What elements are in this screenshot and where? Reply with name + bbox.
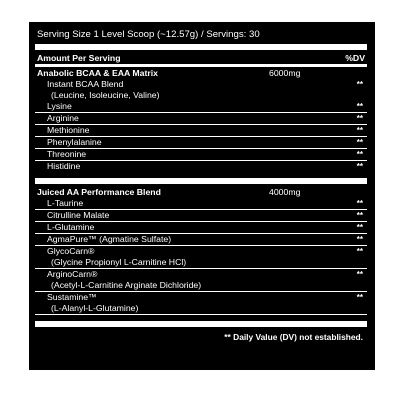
ingredient-name bbox=[47, 161, 367, 172]
dv-value: ** bbox=[356, 102, 363, 111]
thick-divider bbox=[35, 44, 367, 50]
dv-value: ** bbox=[356, 235, 363, 244]
ingredient-row bbox=[35, 161, 367, 172]
dv-value: ** bbox=[356, 270, 363, 279]
ingredient-name bbox=[47, 210, 367, 221]
ingredient-line: Arginine bbox=[47, 113, 79, 123]
blend-rows-bcaa bbox=[35, 79, 367, 172]
ingredient-line: Threonine bbox=[47, 149, 87, 159]
ingredient-name bbox=[47, 269, 367, 291]
ingredient-name bbox=[47, 79, 367, 101]
ingredient-row bbox=[35, 246, 367, 269]
ingredient-row bbox=[35, 269, 367, 292]
ingredient-line: Sustamine™ bbox=[47, 292, 97, 302]
ingredient-row bbox=[35, 292, 367, 315]
ingredient-name bbox=[47, 137, 367, 148]
dv-value: ** bbox=[356, 162, 363, 171]
ingredient-row bbox=[35, 234, 367, 246]
blend-rows-performance bbox=[35, 198, 367, 315]
ingredient-line: Phenylalanine bbox=[47, 137, 102, 147]
ingredient-row bbox=[35, 137, 367, 149]
thick-divider bbox=[35, 321, 367, 327]
ingredient-line: Methionine bbox=[47, 125, 90, 135]
ingredient-line: ArginoCarn® bbox=[47, 269, 98, 279]
ingredient-line: GlycoCarn® bbox=[47, 246, 95, 256]
dv-value: ** bbox=[356, 114, 363, 123]
dv-value: ** bbox=[356, 211, 363, 220]
ingredient-name bbox=[47, 149, 367, 160]
ingredient-row bbox=[35, 113, 367, 125]
ingredient-line: L-Taurine bbox=[47, 198, 84, 208]
ingredient-row bbox=[35, 222, 367, 234]
ingredient-line: AgmaPure™ (Agmatine Sulfate) bbox=[47, 234, 172, 244]
supplement-facts-panel bbox=[29, 22, 375, 370]
ingredient-row bbox=[35, 210, 367, 222]
ingredient-row bbox=[35, 79, 367, 101]
dv-value: ** bbox=[356, 223, 363, 232]
dv-value: ** bbox=[356, 150, 363, 159]
blend-amount: 6000mg bbox=[269, 68, 301, 78]
ingredient-line: Histidine bbox=[47, 161, 81, 171]
ingredient-name bbox=[47, 292, 367, 314]
section-gap bbox=[35, 172, 367, 177]
ingredient-line: L-Glutamine bbox=[47, 222, 95, 232]
ingredient-row bbox=[35, 198, 367, 210]
dv-column-label: %DV bbox=[345, 53, 365, 63]
ingredient-row bbox=[35, 101, 367, 113]
ingredient-name bbox=[47, 234, 367, 245]
ingredient-name bbox=[47, 198, 367, 209]
dv-value: ** bbox=[356, 293, 363, 302]
ingredient-detail-line: (L-Alanyl-L-Glutamine) bbox=[51, 303, 139, 313]
ingredient-name bbox=[47, 246, 367, 268]
amount-header-row bbox=[35, 52, 367, 64]
blend-name: Anabolic BCAA & EAA Matrix bbox=[37, 68, 158, 78]
blend-name: Juiced AA Performance Blend bbox=[37, 187, 161, 197]
dv-value: ** bbox=[356, 126, 363, 135]
ingredient-name bbox=[47, 125, 367, 136]
serving-size-line: Serving Size 1 Level Scoop (~12.57g) / Servings: 30 bbox=[37, 29, 260, 40]
dv-value: ** bbox=[356, 247, 363, 256]
ingredient-detail-line: (Acetyl-L-Carnitine Arginate Dichloride) bbox=[51, 280, 202, 290]
ingredient-row bbox=[35, 149, 367, 161]
footnote: ** Daily Value (DV) not established. bbox=[224, 332, 363, 342]
blend-header-bcaa bbox=[35, 67, 367, 79]
dv-value: ** bbox=[356, 199, 363, 208]
ingredient-detail-line: (Glycine Propionyl L-Carnitine HCl) bbox=[51, 257, 187, 267]
blend-amount: 4000mg bbox=[269, 187, 301, 197]
dv-value: ** bbox=[356, 80, 363, 89]
ingredient-name bbox=[47, 101, 367, 112]
amount-per-serving-label: Amount Per Serving bbox=[37, 53, 121, 63]
blend-header-performance bbox=[35, 186, 367, 198]
thick-divider bbox=[35, 178, 367, 184]
ingredient-row bbox=[35, 125, 367, 137]
ingredient-name bbox=[47, 222, 367, 233]
ingredient-line: Citrulline Malate bbox=[47, 210, 110, 220]
ingredient-line: Instant BCAA Blend bbox=[47, 79, 124, 89]
ingredient-name bbox=[47, 113, 367, 124]
ingredient-detail-line: (Leucine, Isoleucine, Valine) bbox=[51, 90, 160, 100]
ingredient-line: Lysine bbox=[47, 101, 72, 111]
dv-value: ** bbox=[356, 138, 363, 147]
